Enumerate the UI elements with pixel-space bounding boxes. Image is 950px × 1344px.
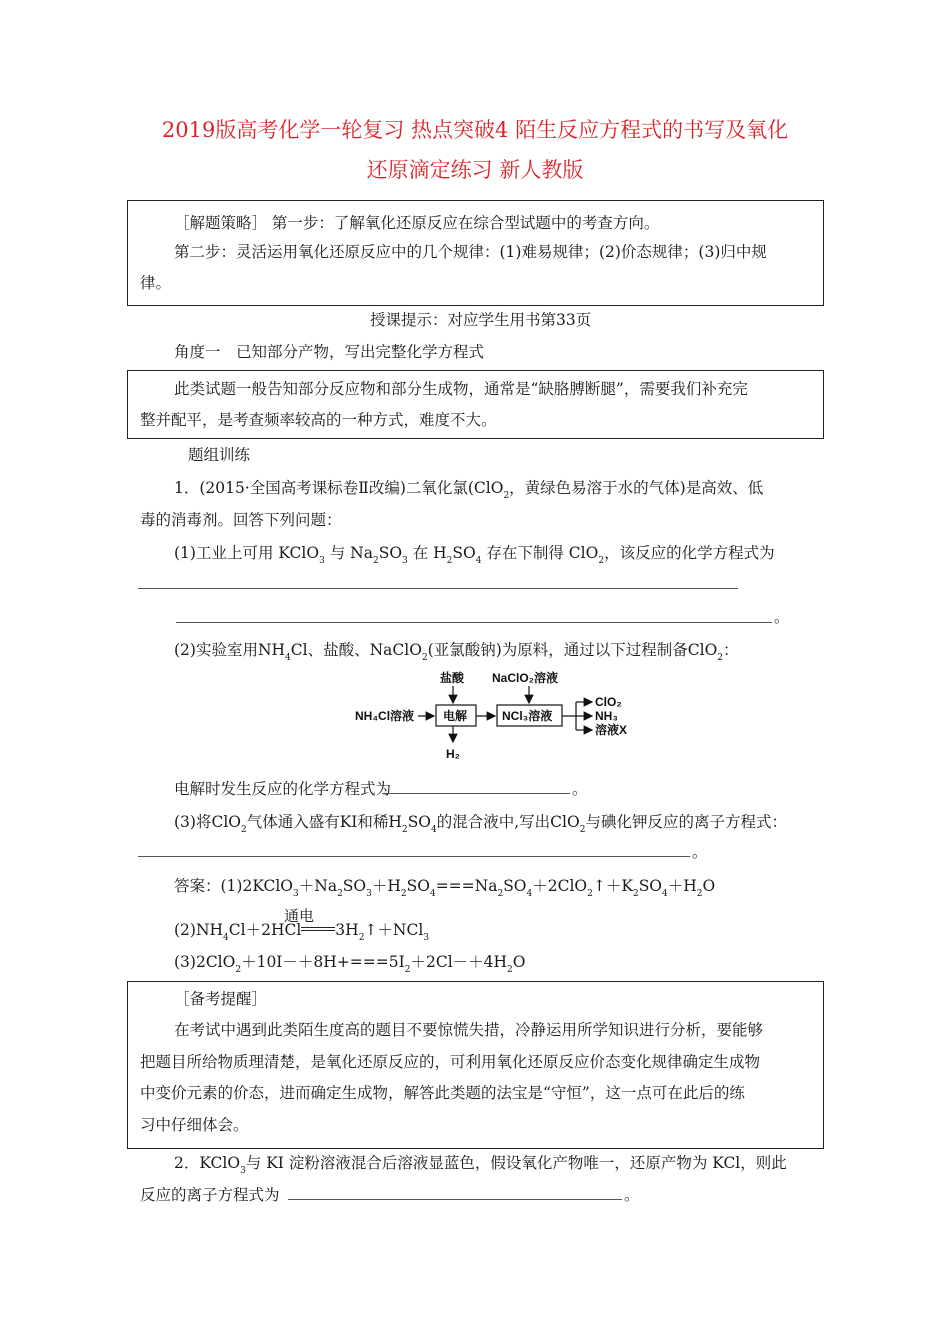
condition-electrify: 通电 [284, 907, 315, 925]
q1-part3: (3)将ClO$_2$气体通入盛有KI和稀$H_2SO_4$的混合液中,写出ClO$_2$与碘化钾反应的离子方程式： [174, 813, 787, 835]
q2-line1: 2．KClO$_3$与 KI 淀粉溶液混合后溶液显蓝色，假设氧化产物唯一，还原产物为 KCl，则此 [174, 1154, 787, 1176]
reminder-line2: 把题目所给物质理清楚，是氧化还原反应的，可利用氧化还原反应价态变化规律确定生成物 [140, 1053, 761, 1071]
label-nh3: NH₃ [595, 709, 618, 723]
label-h2: H₂ [446, 747, 460, 761]
end-mark: 。 [774, 608, 790, 626]
intro-line2: 整并配平，是考查频率较高的一种方式，难度不大。 [140, 411, 497, 429]
q1-part2-prompt: 电解时发生反应的化学方程式为 [174, 780, 392, 798]
page-title: 2019版高考化学一轮复习 热点突破4 陌生反应方程式的书写及氧化 [161, 118, 789, 142]
strategy-line2: 第二步：灵活运用氧化还原反应中的几个规律：(1)难易规律；(2)价态规律；(3)归中规 [174, 243, 767, 261]
answer-blank-3[interactable] [138, 856, 690, 857]
end-mark: 。 [692, 843, 708, 861]
equals-sign [301, 927, 335, 931]
training-heading: 题组训练 [188, 446, 251, 464]
strategy-line1: ［解题策略］ 第一步：了解氧化还原反应在综合型试题中的考查方向。 [174, 214, 660, 232]
answer-blank-1a[interactable] [138, 588, 738, 589]
end-mark: 。 [624, 1186, 640, 1204]
label-solx: 溶液X [595, 723, 628, 737]
answer-blank-2[interactable] [382, 793, 570, 794]
q1-part1: (1)工业上可用 KClO$_3$ 与 $Na_2SO_3$ 在 $H_2SO_4$ 存在下制得 ClO$_2$，该反应的化学方程式为 [174, 544, 775, 566]
reminder-label: ［备考提醒］ [174, 990, 268, 1008]
answer-blank-q2[interactable] [288, 1199, 622, 1200]
label-electrolysis: 电解 [443, 709, 468, 723]
answer-3: $(3)2ClO_2+10I-+8H+===5I_2+2Cl-+4H_2O$ [174, 953, 526, 975]
process-diagram [340, 664, 670, 764]
hint-text: 授课提示：对应学生用书第33页 [370, 311, 592, 329]
strategy-line3: 律。 [140, 274, 172, 292]
angle-heading: 角度一 已知部分产物，写出完整化学方程式 [174, 343, 485, 361]
q1-part2: (2)实验室用$NH_4Cl$、盐酸、NaClO$_2$(亚氯酸钠)为原料，通过以下过程制备ClO$_2$： [174, 641, 739, 663]
reminder-line4: 习中仔细体会。 [140, 1116, 249, 1134]
label-nh4cl: NH₄Cl溶液 [355, 709, 415, 723]
q1-intro-line2: 毒的消毒剂。回答下列问题： [140, 511, 342, 529]
label-ncl3: NCl₃溶液 [502, 709, 553, 723]
label-acid: 盐酸 [440, 671, 465, 685]
label-naclo2: NaClO₂溶液 [492, 671, 559, 685]
q1-intro: 1．(2015·全国高考课标卷Ⅱ改编)二氧化氯(ClO$_2$，黄绿色易溶于水的气体)是高效、低 [174, 479, 764, 501]
q2-line2: 反应的离子方程式为 [140, 1186, 280, 1204]
answer-2: $(2)NH_4Cl+2HCl$ $3H_2↑+NCl_3$ [174, 921, 430, 943]
answer-blank-1b[interactable] [176, 622, 772, 623]
reminder-line3: 中变价元素的价态，进而确定生成物，解答此类题的法宝是“守恒”，这一点可在此后的练 [140, 1084, 745, 1102]
end-mark: 。 [572, 780, 588, 798]
page-title-line2: 还原滴定练习 新人教版 [366, 158, 584, 182]
reminder-line1: 在考试中遇到此类陌生度高的题目不要惊慌失措，冷静运用所学知识进行分析，要能够 [174, 1021, 764, 1039]
label-clo2: ClO₂ [595, 695, 622, 709]
answer-1: 答案：$(1)2KClO_3+Na_2SO_3+H_2SO_4===Na_2SO_4+2ClO_2↑+K_2SO_4+H_2O$ [174, 877, 716, 899]
intro-line1: 此类试题一般告知部分反应物和部分生成物，通常是“缺胳膊断腿”，需要我们补充完 [174, 380, 748, 398]
